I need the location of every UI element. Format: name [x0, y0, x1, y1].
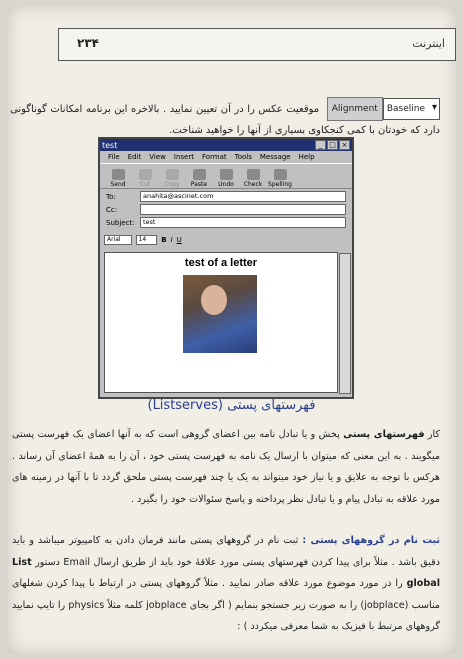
vertical-scrollbar[interactable] [339, 253, 351, 394]
minimize-icon[interactable]: _ [315, 140, 326, 150]
paste-button[interactable]: Paste [187, 164, 211, 188]
font-size-select[interactable]: 14 [136, 235, 158, 245]
undo-icon [220, 169, 233, 180]
list-global-command: List global [12, 556, 440, 589]
jobplace-term-1: (jobplace) [360, 599, 409, 611]
subject-row [100, 217, 352, 228]
intro-paragraph [10, 97, 440, 141]
send-button[interactable]: Send [106, 164, 130, 188]
registration-text-4: را به صورت زیر جستجو بنمایم ( اگر بجای [189, 599, 358, 611]
email-compose-window [98, 137, 354, 399]
to-label[interactable]: To: [106, 192, 116, 201]
font-name-select[interactable]: Arial [104, 235, 132, 245]
compose-toolbar [100, 163, 352, 189]
menu-message[interactable]: Message [259, 153, 291, 161]
registration-text-1: ثبت نام در گروههای پستی مانند فرمان دادن به کامپیوتر میباشد و باید دقیق باشد . مثلاً برای پیدا کردن فهرستهای پستی مورد علاقهٔ خود باید از طریق ارسال [12, 535, 440, 568]
menu-help[interactable]: Help [298, 153, 315, 161]
intro-text-b: امکانات گوناگونی دارد که خودتان با کمی کنجکاوی بسیاری از آنها را خواهید شناخت. [10, 104, 440, 136]
send-icon [112, 169, 125, 180]
menu-bar [100, 151, 352, 163]
alignment-label: Alignment [327, 97, 383, 121]
scissors-icon [139, 169, 152, 180]
to-field[interactable]: anahita@ascinet.com [140, 191, 346, 202]
physics-term: physics [68, 599, 105, 611]
registration-text-3: را در مورد موضوع مورد علاقه صادر نمایید . مثلاً گروههای پستی در ارتباط با پیدا کردن شغلهای مناسب [12, 578, 441, 611]
listserves-paragraph [12, 424, 440, 510]
spelling-icon [274, 169, 287, 180]
spelling-button[interactable]: Spelling [268, 164, 292, 188]
intro-text-a: موقعیت عکس را در آن تعیین نمایید . بالاخره این برنامه [85, 104, 320, 115]
inserted-photo [183, 275, 257, 353]
listserves-keyword: فهرستهای پستی [343, 429, 425, 440]
menu-insert[interactable]: Insert [173, 153, 194, 161]
cc-label[interactable]: Cc: [106, 205, 118, 214]
close-icon[interactable]: × [339, 140, 350, 150]
registration-heading: ثبت نام در گروههای پستی : [302, 535, 440, 546]
menu-file[interactable]: File [108, 153, 120, 161]
registration-text-5: کلمه مثلاً [107, 599, 143, 611]
to-row [100, 191, 352, 202]
menu-tools[interactable]: Tools [234, 153, 252, 161]
italic-button[interactable]: I [170, 236, 173, 244]
registration-text-2: دستور [35, 556, 60, 568]
kar-word: کار [427, 429, 440, 440]
cc-row [100, 204, 352, 215]
menu-view[interactable]: View [149, 153, 166, 161]
alignment-toolbar-figure [323, 97, 440, 121]
jobplace-term-2: jobplace [146, 599, 187, 611]
copy-icon [166, 169, 179, 180]
page-header [58, 28, 456, 61]
page-number: ۲۳۴ [77, 36, 99, 50]
listserves-text: پخش و یا تبادل نامه بین اعضای گروهی است که به آنها اعضای یک فهرست پستی میگویند . به این معنی که میتوان با ارسال یک نامه به فهرست پستی خود ، آن را به همهٔ اعضای آن رساند . هرکس با توجه به علایق و یا نیاز خود میتواند به یک یا چند فهرست پستی ملحق گردد تا با آنها در زمینه های مورد علاقه به تبادل پیام و یا تبادل نظر پرداخته و پاسخ سئوالات خود را بگیرد . [12, 429, 440, 505]
bold-button[interactable]: B [161, 236, 167, 244]
maximize-icon[interactable]: □ [327, 140, 338, 150]
menu-edit[interactable]: Edit [127, 153, 142, 161]
running-title: اینترنت [412, 37, 445, 50]
paste-icon [193, 169, 206, 180]
subject-label: Subject: [106, 218, 135, 227]
window-titlebar [100, 139, 352, 151]
alignment-select: Baseline ▾ [383, 98, 440, 120]
window-title: test [102, 140, 118, 150]
message-body[interactable] [104, 252, 338, 393]
check-button[interactable]: Check [241, 164, 265, 188]
cc-field[interactable] [140, 204, 346, 215]
email-term: Email [63, 556, 91, 568]
format-toolbar [100, 234, 352, 246]
copy-button[interactable]: Copy [160, 164, 184, 188]
registration-paragraph [12, 530, 440, 638]
underline-button[interactable]: U [176, 236, 182, 244]
section-title: فهرستهای پستی (Listserves) [147, 398, 316, 413]
check-icon [247, 169, 260, 180]
menu-format[interactable]: Format [201, 153, 227, 161]
undo-button[interactable]: Undo [214, 164, 238, 188]
registration-text-6: را تایپ نمایید گروههای مرتبط با فیزیک به شما معرفی میکردد ) : [12, 599, 440, 632]
message-body-title: test of a letter [184, 257, 258, 269]
cut-button[interactable]: Cut [133, 164, 157, 188]
subject-field[interactable]: test [140, 217, 346, 228]
